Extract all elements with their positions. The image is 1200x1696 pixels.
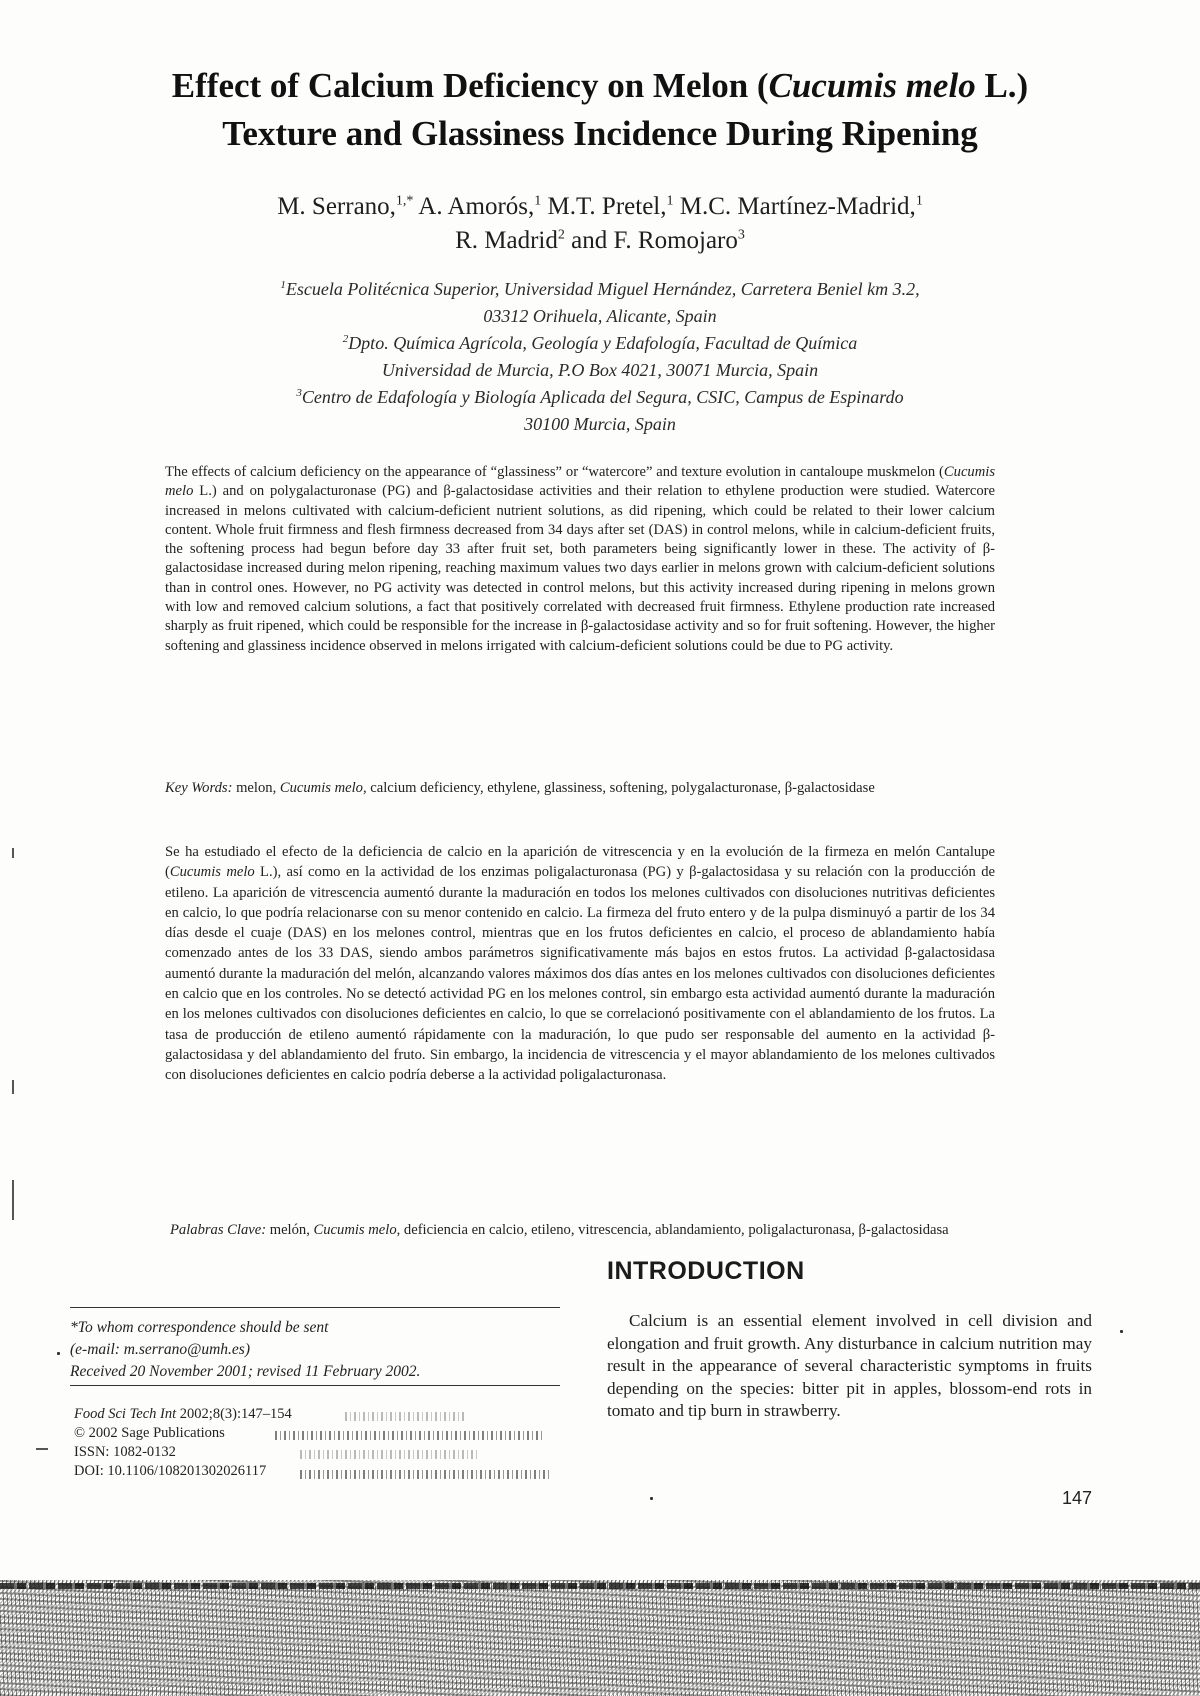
abstract-text: L.) and on polygalacturonase (PG) and β-galactosidase activities and their relation to ethylene production were studied. Watercore increased in melons cultivated with calcium-deficient nutrient solutions, as did ripening, which could be related to their lower calcium content. Whole fruit firmness and flesh firmness decreased from 34 days after set (DAS) in control melons, while in calcium-deficient fruits, the softening process had begun before day 33 after fruit set, both parameters being significantly lower in these. The activity of β-galactosidase increased during melon ripening, reaching maximum values two days earlier in melons grown with calcium-deficient solutions than in control ones. However, no PG activity was detected in control melons, but this activity increased during ripening in melons grown with low and removed calcium solutions, a fact that positively correlated with decreased fruit firmness. Ethylene production rate increased sharply as fruit ripened, which could be responsible for the increase in β-galactosidase activity and so for fruit softening. However, the higher softening and glassiness incidence observed in melons irrigated with calcium-deficient solutions could be due to PG activity. — [165, 483, 995, 654]
author-line-1 — [150, 190, 1050, 224]
author-name: and F. Romojaro — [564, 227, 738, 254]
scan-noise-edge — [0, 1583, 1200, 1589]
affiliations — [170, 276, 1030, 438]
author-line-2 — [150, 224, 1050, 258]
journal-issn: ISSN: 1082-0132 — [74, 1444, 176, 1460]
keywords-text: , calcium deficiency, ethylene, glassiness, softening, polygalacturonase, β-galactosidase — [362, 780, 875, 796]
affiliation-sup: 3 — [296, 387, 302, 399]
resumen-text: Se ha estudiado el efecto de la deficiencia de calcio en la aparición de vitrescencia y en la evolución de la firmeza en melón Cantalupe ( — [165, 844, 995, 881]
keywords-species: Cucumis melo — [279, 780, 363, 796]
scan-margin-mark — [12, 848, 14, 858]
abstract — [165, 463, 995, 656]
abstract-text: The effects of calcium deficiency on the appearance of “glassiness” or “watercore” and texture evolution in cantaloupe muskmelon ( — [165, 464, 944, 480]
affiliation-text: Escuela Politécnica Superior, Universidad Miguel Hernández, Carretera Beniel km 3.2, — [285, 279, 920, 299]
keywords-label: Key Words: — [165, 780, 233, 796]
affiliation-1 — [170, 276, 1030, 303]
author-list — [150, 190, 1050, 258]
author-affil-sup: 1,* — [395, 193, 414, 209]
palabras-text: melón, — [266, 1222, 314, 1238]
affiliation-sup: 1 — [280, 279, 286, 291]
scan-margin-mark — [36, 1448, 48, 1450]
affiliation-sup: 2 — [342, 333, 349, 345]
affiliation-3-cont: 30100 Murcia, Spain — [524, 414, 676, 434]
author-name: M.T. Pretel, — [541, 193, 667, 220]
scan-smudge — [300, 1470, 550, 1479]
correspondence-email: (e-mail: m.serrano@umh.es) — [70, 1341, 250, 1358]
author-affil-sup: 1 — [534, 193, 542, 209]
scan-speck — [1120, 1330, 1123, 1333]
resumen-text: L.), así como en la actividad de los enzimas poligalacturonasa (PG) y β-galactosidasa y su relación con la producción de etileno. La aparición de vitrescencia aumentó durante la maduración en todos los melones cultivados con disoluciones nutritivas deficientes en calcio, lo que podría relacionarse con su menor contenido en calcio. La firmeza del fruto entero y de la pulpa disminuyó a partir de los 34 días desde el cuaje (DAS) en los melones control, mientras que en los frutos deficientes en calcio, el proceso de ablandamiento había comenzado antes de los 33 DAS, siendo ambos parámetros significativamente más bajos en estos frutos. La actividad β-galactosidasa aumentó durante la maduración del melón, alcanzando valores máximos dos días antes en los melones cultivados con disoluciones deficientes en calcio que en los controles. No se detectó actividad PG en los melones control, sin embargo esta actividad aumentó durante la maduración en los melones cultivados con disoluciones deficientes en calcio, lo que se correlacionó positivamente con el ablandamiento de los frutos. La tasa de producción de etileno aumentó rápidamente con la maduración, lo que pudo ser responsable del aumento en la actividad β-galactosidasa y del ablandamiento del fruto. Sin embargo, la incidencia de vitrescencia y el mayor ablandamiento de los melones cultivados con disoluciones deficientes en calcio podría deberse a la actividad poligalacturonasa. — [165, 864, 995, 1084]
scan-margin-mark — [12, 1180, 14, 1220]
author-name: R. Madrid — [455, 227, 558, 254]
journal-volume: 2002;8(3):147–154 — [176, 1406, 292, 1422]
scan-smudge — [300, 1450, 480, 1459]
affiliation-text: Centro de Edafología y Biología Aplicada del Segura, CSIC, Campus de Espinardo — [301, 387, 904, 407]
title-line-1 — [100, 62, 1100, 110]
author-affil-sup: 1 — [666, 193, 674, 209]
title-line-2: Texture and Glassiness Incidence During Ripening — [222, 114, 978, 153]
received-dates: Received 20 November 2001; revised 11 February 2002. — [70, 1363, 421, 1380]
keywords-text: melon, — [232, 780, 280, 796]
author-name: A. Amorós, — [413, 193, 535, 220]
scan-margin-mark — [12, 1080, 14, 1094]
palabras-species: Cucumis melo — [313, 1222, 397, 1238]
journal-name: Food Sci Tech Int — [74, 1406, 177, 1422]
author-affil-sup: 1 — [915, 193, 923, 209]
affiliation-2-cont: Universidad de Murcia, P.O Box 4021, 30071 Murcia, Spain — [381, 360, 819, 380]
correspondence-line: *To whom correspondence should be sent — [70, 1319, 329, 1336]
introduction-heading: INTRODUCTION — [607, 1257, 805, 1285]
affiliation-text: Dpto. Química Agrícola, Geología y Edafología, Facultad de Química — [348, 333, 858, 353]
resumen — [165, 842, 995, 1086]
introduction-text: Calcium is an essential element involved in cell division and elongation and fruit growth. Any disturbance in calcium nutrition may result in the appearance of several characteristic symptoms in fruits depending on the species: bitter pit in apples, blossom-end rots in tomato and tip burn in strawberry. — [607, 1311, 1092, 1421]
author-name: M. Serrano, — [277, 193, 396, 220]
scan-smudge — [275, 1431, 545, 1440]
journal-citation — [74, 1405, 574, 1424]
footnote-divider-top — [70, 1307, 560, 1308]
paper-title — [100, 62, 1100, 158]
scan-smudge — [345, 1412, 465, 1421]
affiliation-2 — [170, 330, 1030, 357]
title-text: Effect of Calcium Deficiency on Melon ( — [171, 66, 769, 105]
scan-noise-band — [0, 1580, 1200, 1696]
page-number: 147 — [1062, 1488, 1093, 1508]
author-affil-sup: 2 — [557, 227, 565, 243]
affiliation-1-cont: 03312 Orihuela, Alicante, Spain — [483, 306, 717, 326]
palabras-text: , deficiencia en calcio, etileno, vitrescencia, ablandamiento, poligalacturonasa, β-galactosidasa — [396, 1222, 949, 1238]
abstract-species: Cucumis melo — [165, 464, 995, 500]
title-species: Cucumis melo — [768, 66, 976, 105]
palabras-label: Palabras Clave: — [170, 1222, 267, 1238]
resumen-species: Cucumis melo — [169, 864, 255, 881]
keywords — [165, 778, 995, 798]
correspondence-footnote — [70, 1317, 560, 1383]
author-name: M.C. Martínez-Madrid, — [673, 193, 916, 220]
title-text: L.) — [975, 66, 1029, 105]
journal-doi: DOI: 10.1106/108201302026117 — [74, 1463, 267, 1479]
footnote-divider-bottom — [70, 1385, 560, 1386]
scan-speck — [650, 1497, 653, 1500]
journal-copyright: © 2002 Sage Publications — [74, 1425, 225, 1441]
scan-speck — [57, 1352, 60, 1355]
palabras-clave — [170, 1220, 995, 1240]
affiliation-3 — [170, 384, 1030, 411]
author-affil-sup: 3 — [737, 227, 745, 243]
